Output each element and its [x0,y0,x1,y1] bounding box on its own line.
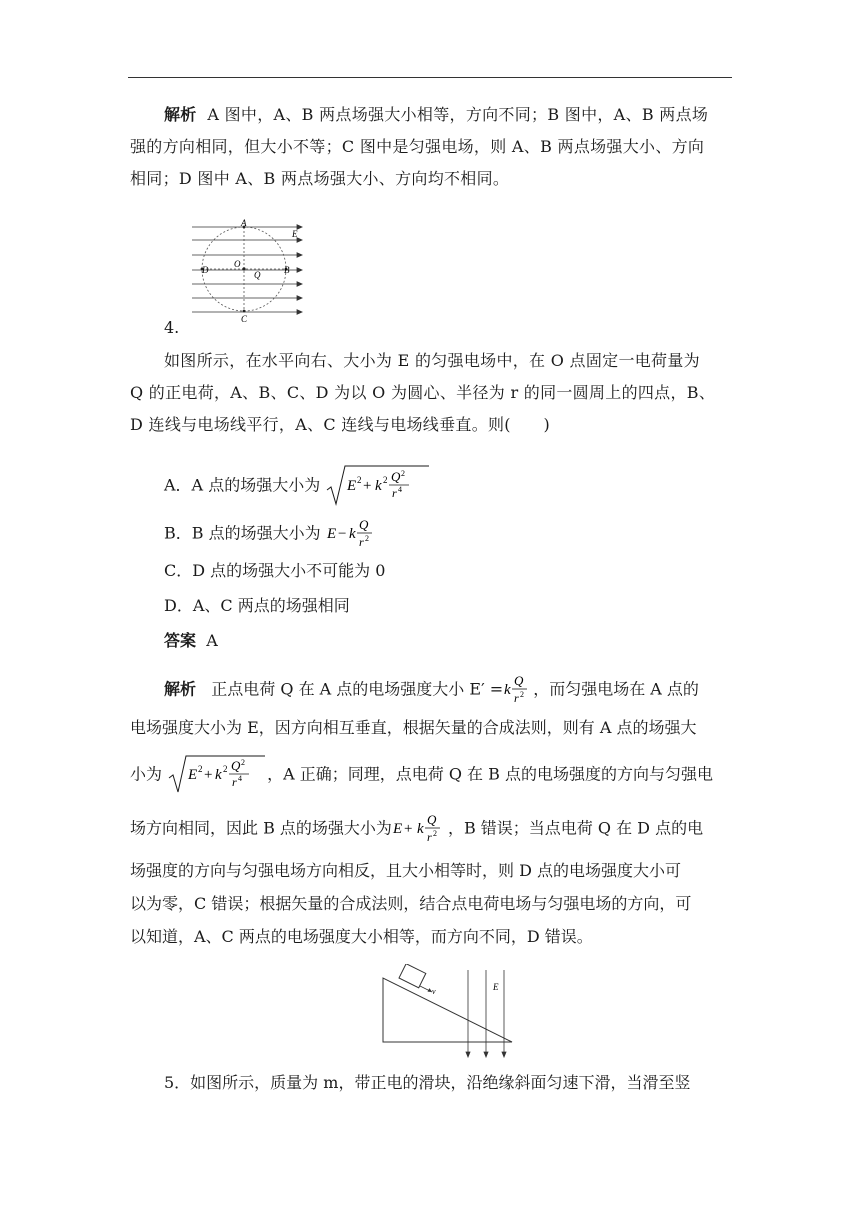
answer-value: A [206,631,218,650]
question-stem [130,345,732,441]
svg-text:2: 2 [198,764,203,774]
option-b [164,516,378,552]
analysis-line: A 图中，A、B 两点场强大小相等，方向不同；B 图中，A、B 两点场 [207,105,709,124]
figure-label-v: v [432,987,436,996]
figure-label-b: B [284,265,290,275]
analysis-q4-line4 [130,812,703,846]
stem-line: Q 的正电荷，A、B、C、D 为以 O 为圆心、半径为 r 的同一圆周上的四点，B、 [130,383,716,402]
svg-text:Q: Q [391,469,401,484]
analysis-q4-line7: 以知道，A、C 两点的电场强度大小相等，而方向不同，D 错误。 [130,927,593,946]
svg-text:2: 2 [520,690,525,699]
analysis-text: 正点电荷 Q 在 A 点的电场强度大小 E′ = [211,679,504,699]
option-c: C．D 点的场强大小不可能为 0 [164,561,386,580]
svg-text:4: 4 [398,485,403,494]
analysis-line: 相同；D 图中 A、B 两点场强大小、方向均不相同。 [130,169,510,188]
svg-text:Q: Q [358,517,369,532]
question-number: 4. [164,318,180,337]
analysis-text: 场方向相同，因此 B 点的场强大小为 [130,818,392,838]
analysis-text: ，A 正确；同理，点电荷 Q 在 B 点的电场强度的方向与匀强电 [267,764,713,784]
answer [164,629,218,653]
q4-field-figure [190,218,310,324]
option-a-text: A．A 点的场强大小为 [164,475,321,495]
figure-label-e: E [292,229,298,239]
svg-text:Q: Q [231,758,241,773]
svg-text:+: + [403,821,413,837]
formula-sqrt [167,754,267,796]
analysis-text: ，而匀强电场在 A 点的 [533,679,699,699]
svg-text:2: 2 [432,829,437,838]
svg-text:−: − [337,526,347,542]
question-5-stem: 5．如图所示，质量为 m，带正电的滑块，沿绝缘斜面匀速下滑，当滑至竖 [164,1073,691,1092]
svg-text:Q: Q [514,673,524,688]
analysis-line: 强的方向相同，但大小不等；C 图中是匀强电场，则 A、B 两点场强大小、方向 [130,137,705,156]
svg-text:+: + [363,478,372,494]
formula-kq-r2 [503,673,533,707]
svg-text:Q: Q [426,812,437,827]
formula-e-plus-kq [392,812,448,846]
analysis-q4-line6: 以为零，C 错误；根据矢量的合成法则，结合点电荷电场与匀强电场的方向，可 [130,894,692,913]
svg-text:r: r [358,535,364,549]
svg-text:2: 2 [383,475,388,485]
svg-text:k: k [215,767,222,783]
analysis-text: 小为 [130,764,163,784]
figure-label-q: Q [254,270,261,280]
q5-incline-figure [376,964,518,1060]
analysis-q4-line2: 电场强度大小为 E，因方向相互垂直，根据矢量的合成法则，则有 A 点的场强大 [130,718,697,737]
svg-text:E: E [347,478,357,494]
figure-label-a: A [241,218,247,228]
analysis-label: 解析 [164,679,197,699]
stem-line: 如图所示，在水平向右、大小为 E 的匀强电场中，在 O 点固定一电荷量为 [164,351,700,370]
answer-label: 答案 [164,631,197,650]
svg-text:2: 2 [241,758,246,767]
option-b-text: B．B 点的场强大小为 [164,523,321,543]
svg-text:k: k [348,526,356,542]
svg-text:r: r [426,830,432,844]
svg-text:k: k [504,682,511,698]
analysis-q4-line5: 场强度的方向与匀强电场方向相反，且大小相等时，则 D 点的电场强度大小可 [130,861,682,880]
svg-text:k: k [375,478,382,494]
svg-text:4: 4 [238,774,243,783]
analysis-q4-line1 [164,673,699,707]
analysis-label: 解析 [164,105,197,124]
header-rule [128,77,732,78]
svg-text:2: 2 [364,534,369,543]
svg-text:r: r [232,775,237,789]
option-b-formula [326,516,378,552]
svg-text:2: 2 [401,469,406,478]
svg-text:E: E [392,821,403,837]
svg-text:E: E [188,767,198,783]
analysis-q4-line3 [130,754,713,796]
svg-text:2: 2 [223,764,228,774]
option-a [164,464,431,508]
svg-text:+: + [204,767,213,783]
option-a-formula [325,464,431,508]
svg-text:2: 2 [357,475,362,485]
figure-label-e: E [493,982,499,992]
figure-label-d: D [202,265,209,275]
option-d: D．A、C 两点的场强相同 [164,596,350,615]
svg-text:r: r [514,691,519,705]
svg-text:r: r [392,486,397,500]
figure-label-o: O [234,259,241,269]
figure-label-c: C [241,314,248,324]
stem-line: D 连线与电场线平行，A、C 连线与电场线垂直。则( ) [130,415,550,434]
analysis-q3 [130,99,732,195]
svg-text:E: E [326,526,336,542]
svg-text:k: k [416,821,424,837]
analysis-text: ，B 错误；当点电荷 Q 在 D 点的电 [447,818,704,838]
